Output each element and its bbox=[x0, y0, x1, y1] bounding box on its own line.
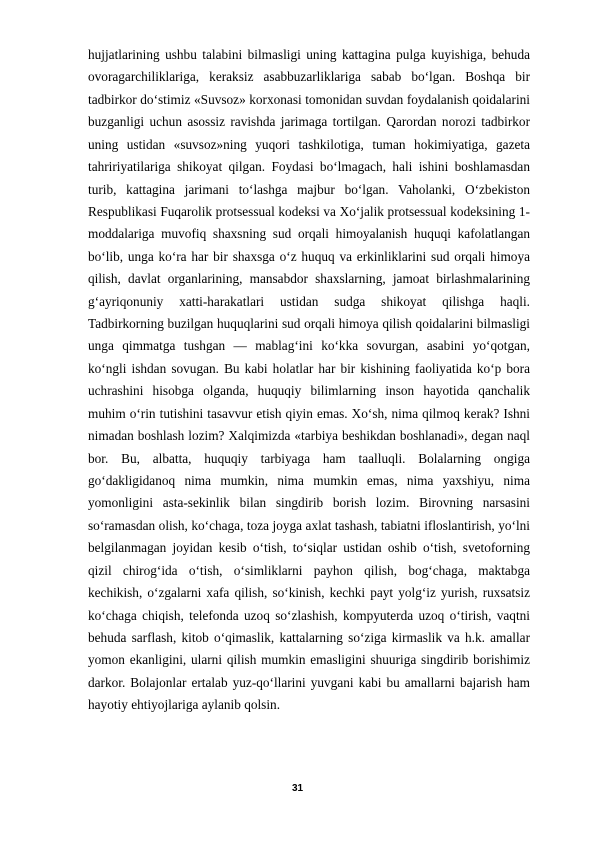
body-paragraph: hujjatlarining ushbu talabini bilmasligi uning kattagina pulga kuyishiga, behuda ovoragarchiliklariga, keraksiz asabbuzarliklariga sabab bo‘lgan. Boshqa bir tadbirkor do‘stimiz «Suvsoz» korxonasi tomonidan suvdan foydalanish qoidalarini buzganligi uchun asossiz ravishda jarimaga tortilgan. Qarordan norozi tadbirkor uning ustidan «suvsoz»ning yuqori tashkilotiga, tuman hokimiyatiga, gazeta tahririyatilariga shikoyat qilgan. Foydasi bo‘lmagach, hali ishini boshlamasdan turib, kattagina jarimani to‘lashga majbur bo‘lgan. Vaholanki, O‘zbekiston Respublikasi Fuqarolik protsessual kodeksi va Xo‘jalik protsessual kodeksining 1-moddalariga muvofiq shaxsning sud orqali himoyalanish huquqi kafolatlangan bo‘lib, unga ko‘ra har bir shaxsga o‘z huquq va erkinliklarini sud orqali himoya qilish, davlat organlarining, mansabdor shaxslarning, jamoat birlashmalarining g‘ayriqonuniy xatti-harakatlari ustidan sudga shikoyat qilishga haqli. Tadbirkorning buzilgan huquqlarini sud orqali himoya qilish qoidalarini bilmasligi unga qimmatga tushgan — mablag‘ini ko‘kka sovurgan, asabini yo‘qotgan, ko‘ngli ishdan sovugan. Bu kabi holatlar har bir kishining faoliyatida ko‘p bora uchrashini hisobga olganda, huquqiy bilimlarning inson hayotida qanchalik muhim o‘rin tutishini tasavvur etish qiyin emas. Xo‘sh, nima qilmoq kerak? Ishni nimadan boshlash lozim? Xalqimizda «tarbiya beshikdan boshlanadi», degan naql bor. Bu, albatta, huquqiy tarbiyaga ham taalluqli. Bolalarning ongiga go‘dakligidanoq nima mumkin, nima mumkin emas, nima yaxshiyu, nima yomonligini asta-sekinlik bilan singdirib borish lozim. Birovning narsasini so‘ramasdan olish, ko‘chaga, toza joyga axlat tashash, tabiatni ifloslantirish, yo‘lni belgilanmagan joyidan kesib o‘tish, to‘siqlar ustidan oshib o‘tish, svetoforning qizil chirog‘ida o‘tish, o‘simliklarni payhon qilish, bog‘chaga, maktabga kechikish, o‘zgalarni xafa qilish, so‘kinish, kechki payt yolg‘iz yurish, ruxsatsiz ko‘chaga chiqish, telefonda uzoq so‘zlashish, kompyuterda uzoq o‘tirish, vaqtni behuda sarflash, kitob o‘qimaslik, kattalarning so‘ziga kirmaslik va h.k. amallar yomon ekanligini, ularni qilish mumkin emasligini shuuriga singdirib borishimiz darkor. Bolajonlar ertalab yuz-qo‘llarini yuvgani kabi bu amallarni bajarish ham hayotiy ehtiyojlariga aylanib qolsin. bbox=[88, 47, 530, 713]
page-number: 31 bbox=[291, 783, 304, 794]
